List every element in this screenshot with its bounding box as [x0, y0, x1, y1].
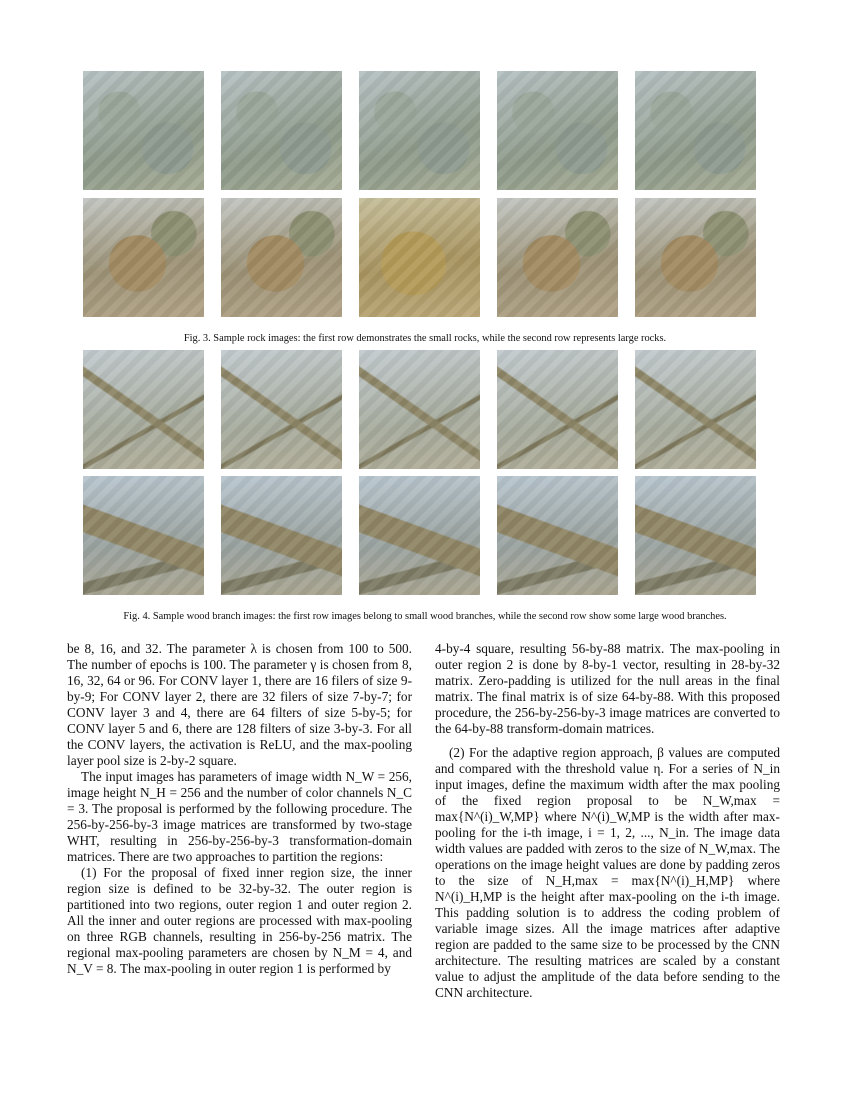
- rock-image: [359, 198, 480, 317]
- left-paragraph-2: The input images has parameters of image width N_W = 256, image height N_H = 256 and the number of color channels N_C = 3. The proposal is performed by the following procedure. The 256-by-256-by-3 image matrices are transformed by two-stage WHT, resulting in 256-by-256-by-3 transformation-domain matrices. There are two approaches to partition the regions:: [67, 769, 412, 864]
- rock-image: [497, 198, 618, 317]
- wood-branch-image: [359, 350, 480, 469]
- fig4-row-small-wood: [83, 350, 756, 469]
- rock-image: [221, 198, 342, 317]
- rock-image: [221, 71, 342, 190]
- fig3-row-large-rocks: [83, 198, 756, 317]
- rock-image: [83, 198, 204, 317]
- right-paragraph-2: (2) For the adaptive region approach, β values are computed and compared with the threshold value η. For a series of N_in input images, define the maximum width after the max pooling of the fixed region proposal to be N_W,max = max{N^(i)_W,MP} where N^(i)_W,MP is the width after max-pooling for the i-th image, i = 1, 2, ..., N_in. The image data width values are padded with zeros to the size of N_W,max. The operations on the image height values are done by padding zeros to the size of N_H,max = max{N^(i)_H,MP} where N^(i)_H,MP is the height after max-pooling on the i-th image. This padding solution is to address the coding problem of variable image sizes. All the image matrices after adaptive region are padded to the same size to be processed by the CNN architecture. The resulting matrices are scaled by a constant value to adjust the amplitude of the data before sending to the CNN architecture.: [435, 745, 780, 1000]
- rock-image: [635, 198, 756, 317]
- left-column: [67, 641, 412, 977]
- rock-image: [497, 71, 618, 190]
- fig4-caption: Fig. 4. Sample wood branch images: the first row images belong to small wood branches, while the second row show some large wood branches.: [123, 611, 727, 622]
- fig3-caption: Fig. 3. Sample rock images: the first row demonstrates the small rocks, while the second row represents large rocks.: [183, 333, 667, 344]
- wood-branch-image: [497, 350, 618, 469]
- wood-branch-image: [635, 476, 756, 595]
- rock-image: [359, 71, 480, 190]
- wood-branch-image: [83, 350, 204, 469]
- rock-image: [83, 71, 204, 190]
- wood-branch-image: [497, 476, 618, 595]
- wood-branch-image: [83, 476, 204, 595]
- right-column: [435, 641, 780, 1001]
- left-paragraph-3: (1) For the proposal of fixed inner region size, the inner region size is defined to be 32-by-32. The outer region is partitioned into two regions, outer region 1 and outer region 2. All the inner and outer regions are processed with max-pooling on three RGB channels, resulting in 256-by-256 matrix. The regional max-pooling parameters are chosen by N_M = 4, and N_V = 8. The max-pooling in outer region 1 is performed by: [67, 865, 412, 976]
- wood-branch-image: [635, 350, 756, 469]
- fig4-row-large-wood: [83, 476, 756, 595]
- wood-branch-image: [221, 476, 342, 595]
- wood-branch-image: [221, 350, 342, 469]
- left-paragraph-1: be 8, 16, and 32. The parameter λ is chosen from 100 to 500. The number of epochs is 100. The parameter γ is chosen from 8, 16, 32, 64 or 96. For CONV layer 1, there are 16 filers of size 9-by-9; For CONV layer 2, there are 32 filers of size 7-by-7; for CONV layer 3 and 4, there are 64 filters of size 5-by-5; for CONV layer 5 and 6, there are 128 filters of size 3-by-3. For all the CONV layers, the activation is ReLU, and the max-pooling layer pool size is 2-by-2 square.: [67, 641, 412, 768]
- rock-image: [635, 71, 756, 190]
- right-paragraph-1: 4-by-4 square, resulting 56-by-88 matrix. The max-pooling in outer region 2 is done by 8-by-1 vector, resulting in 28-by-32 matrix. Zero-padding is utilized for the null areas in the final matrix. The final matrix is of size 64-by-88. With this proposed procedure, the 256-by-256-by-3 image matrices are converted to the 64-by-88 transform-domain matrices.: [435, 641, 780, 736]
- fig3-row-small-rocks: [83, 71, 756, 190]
- wood-branch-image: [359, 476, 480, 595]
